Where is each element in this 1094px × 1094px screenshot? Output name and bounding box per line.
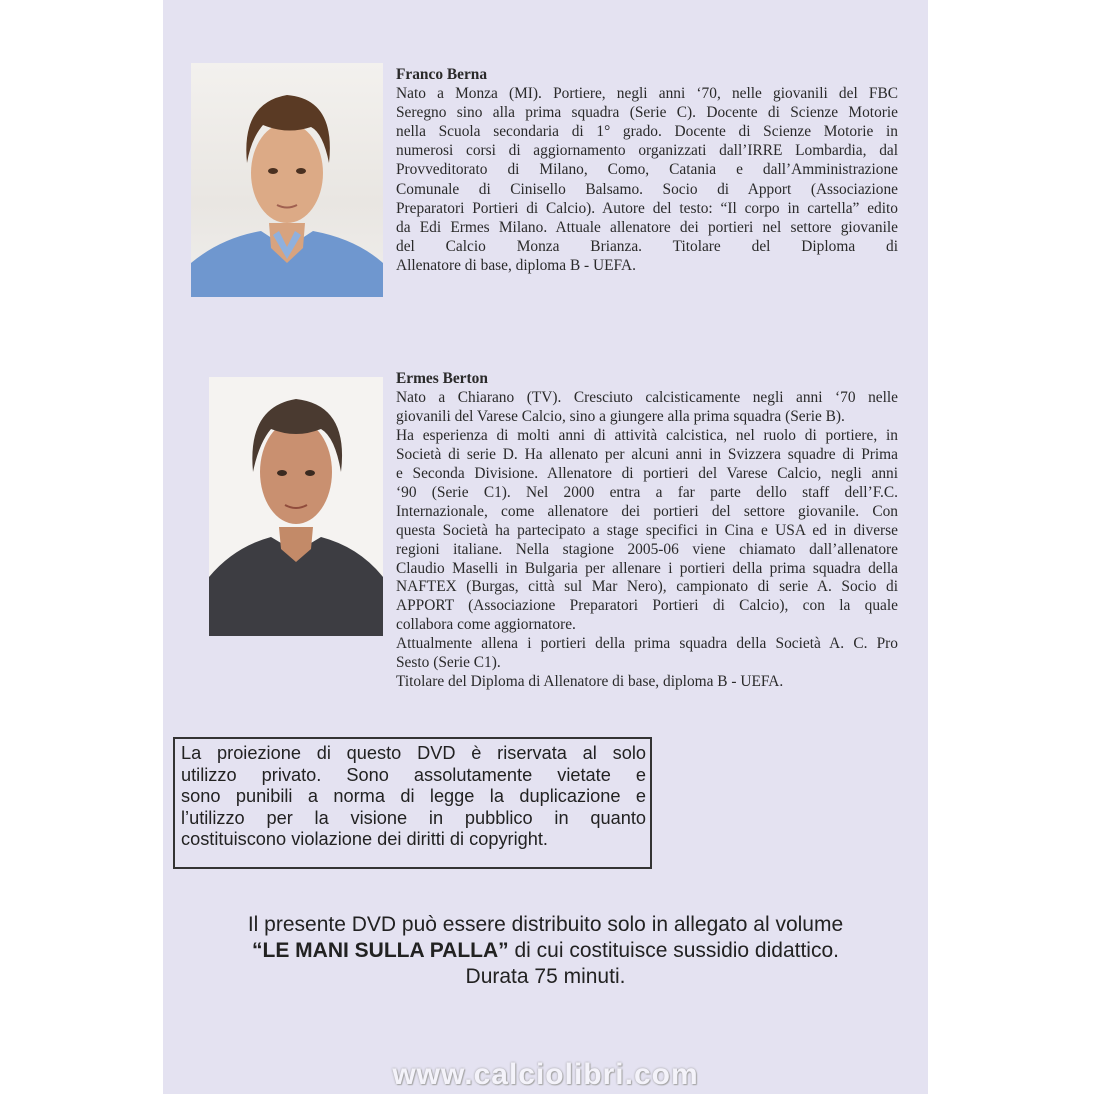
bio-line: Nato a Chiarano (TV). Cresciuto calcisticamente negli anni ‘70 nelle [396, 388, 898, 406]
bio-line: Comunale di Cinisello Balsamo. Socio di Apport (Associazione [396, 180, 898, 198]
bio-line: ‘90 (Serie C1). Nel 2000 entra a far parte dello staff dell’F.C. [396, 483, 898, 501]
bio-line: Allenatore di base, diploma B - UEFA. [396, 256, 636, 274]
bio-franco-berna [396, 65, 898, 275]
copyright-notice-box [173, 737, 652, 869]
bio-line: Preparatori Portieri di Calcio). Autore del testo: “Il corpo in cartella” edito [396, 199, 898, 217]
bio-line: da Edi Ermes Milano. Attuale allenatore dei portieri nel settore giovanile [396, 218, 898, 236]
bio-line: giovanili del Varese Calcio, sino a giungere alla prima squadra (Serie B). [396, 407, 845, 425]
notice-line: costituiscono violazione dei diritti di copyright. [181, 829, 548, 850]
bio-line: Claudio Maselli in Bulgaria per allenare i portieri della prima squadra della [396, 559, 898, 577]
bio-line: Ha esperienza di molti anni di attività calcistica, nel ruolo di portiere, in [396, 426, 898, 444]
bio-line: Titolare del Diploma di Allenatore di base, diploma B - UEFA. [396, 673, 784, 691]
bio-name: Ermes Berton [396, 370, 488, 387]
notice-line: utilizzo privato. Sono assolutamente vietate e [181, 764, 646, 785]
bio-line: Internazionale, come allenatore dei portieri del settore giovanile. Con [396, 502, 898, 520]
bio-line: Attualmente allena i portieri della prima squadra della Società A. C. Pro [396, 635, 898, 653]
website-watermark: www.calciolibri.com [392, 1058, 699, 1091]
bio-line: questa Società ha partecipato a stage specifici in Cina e USA ed in diverse [396, 521, 898, 539]
notice-line: sono punibili a norma di legge la duplicazione e [181, 786, 646, 807]
bio-line: Nato a Monza (MI). Portiere, negli anni ‘70, nelle giovanili del FBC [396, 85, 898, 103]
ermes-berton-photo [209, 377, 383, 636]
bio-line: Società di serie D. Ha allenato per alcuni anni in Svizzera squadre di Prima [396, 445, 898, 463]
bio-line: collabora come aggiornatore. [396, 616, 576, 634]
bio-line: e Seconda Divisione. Allenatore di portieri del Varese Calcio, negli anni [396, 464, 898, 482]
bio-line: numerosi corsi di aggiornamento organizzati dall’IRRE Lombardia, dal [396, 142, 898, 160]
bio-line: NAFTEX (Burgas, città sul Mar Nero), campionato di serie A. Socio di [396, 578, 898, 596]
notice-line: La proiezione di questo DVD è riservata al solo [181, 743, 646, 763]
notice-line: l’utilizzo per la visione in pubblico in quanto [181, 807, 646, 828]
distribution-note [163, 912, 928, 990]
footer-line-2: di cui costituisce sussidio didattico. [508, 939, 839, 962]
bio-line: APPORT (Associazione Preparatori Portieri di Calcio), con la quale [396, 597, 898, 615]
bio-ermes-berton [396, 370, 898, 692]
footer-line-1: Il presente DVD può essere distribuito solo in allegato al volume [247, 913, 844, 936]
book-title: “LE MANI SULLA PALLA” [252, 939, 509, 962]
bio-line: del Calcio Monza Brianza. Titolare del Diploma di [396, 237, 898, 255]
bio-line: regioni italiane. Nella stagione 2005-06 viene chiamato dall’allenatore [396, 540, 898, 558]
bio-line: Provveditorato di Milano, Como, Catania e dall’Amministrazione [396, 161, 898, 179]
bio-line: nella Scuola secondaria di 1° grado. Docente di Scienze Motorie in [396, 123, 898, 141]
bio-name: Franco Berna [396, 66, 488, 83]
bio-line: Seregno sino alla prima squadra (Serie C). Docente di Scienze Motorie [396, 104, 898, 122]
duration: Durata 75 minuti. [465, 965, 626, 988]
franco-berna-photo [191, 63, 383, 297]
bio-line: Sesto (Serie C1). [396, 654, 501, 672]
